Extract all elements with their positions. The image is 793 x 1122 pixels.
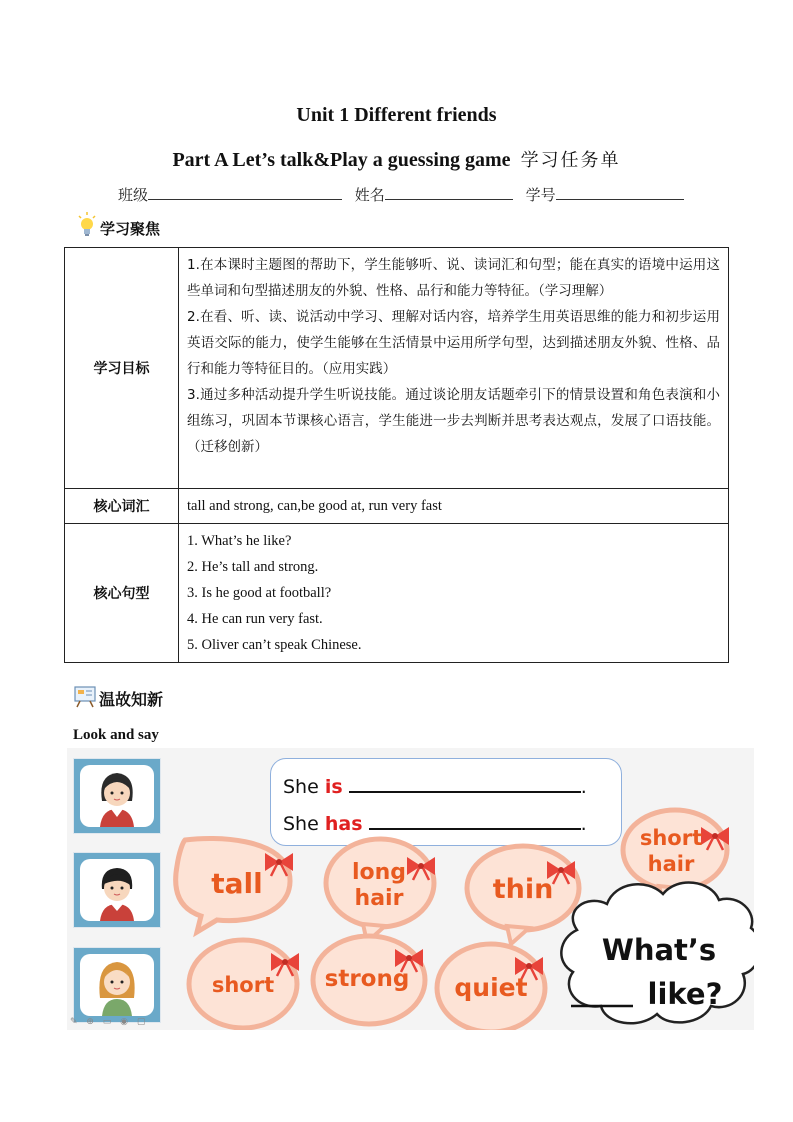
goal-item: 1.在本课时主题图的帮助下，学生能够听、说、读词汇和句型；能在真实的语境中运用这些单词和句型描述朋友的外貌、性格、品行和能力等特征。（学习理解） bbox=[187, 257, 720, 299]
word-label: strong bbox=[324, 966, 410, 992]
sentence-item: 3. Is he good at football? bbox=[187, 585, 332, 601]
easel-icon bbox=[74, 686, 96, 712]
section-review-title: 温故知新 bbox=[99, 690, 164, 709]
table-row bbox=[65, 489, 729, 524]
row-label: 核心句型 bbox=[65, 524, 179, 663]
task-instruction: Look and say bbox=[73, 727, 159, 743]
goal-item: 2.在看、听、读、说活动中学习、理解对话内容，培养学生用英语思维的能力和初步运用英语交际的能力，使学生能够在生活情景中运用所学句型，达到描述朋友外貌、性格、品行和能力等特征目的。（应用实践） bbox=[187, 309, 720, 377]
id-blank[interactable] bbox=[556, 185, 684, 200]
sentence-item: 5. Oliver can’t speak Chinese. bbox=[187, 637, 362, 653]
lightbulb-icon bbox=[78, 212, 96, 242]
word-bubbles bbox=[67, 748, 754, 1030]
page-title: Unit 1 Different friends bbox=[296, 104, 497, 126]
word-label: long bbox=[351, 860, 407, 885]
class-blank[interactable] bbox=[148, 185, 342, 200]
word-bubble-short[interactable] bbox=[189, 940, 299, 1028]
name-blank[interactable] bbox=[385, 185, 513, 200]
word-label: quiet bbox=[454, 973, 528, 1002]
question-think-cloud bbox=[561, 883, 754, 1024]
section-focus-heading bbox=[78, 212, 160, 242]
vocab-cell bbox=[179, 489, 729, 524]
word-bubble-quiet[interactable] bbox=[437, 944, 545, 1030]
table-row bbox=[65, 248, 729, 489]
learning-focus-table bbox=[64, 247, 729, 663]
word-bubble-long-hair[interactable] bbox=[326, 839, 435, 942]
word-label: short bbox=[211, 973, 275, 997]
goal-item: 3.通过多种活动提升学生听说技能。通过谈论朋友话题牵引下的情景设置和角色表演和小组练习，巩固本节课核心语言，学生能进一步去判断并思考表达观点，发展了口语技能。（迁移创新） bbox=[187, 387, 720, 455]
sentence-frame-2: She has . bbox=[283, 810, 587, 835]
sentence-frame-1: She is . bbox=[283, 773, 587, 798]
sentence-item: 4. He can run very fast. bbox=[187, 611, 323, 627]
word-label: hair bbox=[647, 852, 695, 876]
sentence-keyword: has bbox=[324, 813, 363, 835]
sentence-item: 2. He’s tall and strong. bbox=[187, 559, 319, 575]
question-line-2: like? bbox=[647, 977, 723, 1011]
word-label: tall bbox=[211, 867, 263, 900]
word-bubble-thin[interactable] bbox=[467, 846, 579, 944]
word-bubble-tall[interactable] bbox=[176, 839, 293, 932]
id-label: 学号 bbox=[525, 186, 556, 204]
section-review-heading bbox=[74, 686, 163, 712]
row-label: 学习目标 bbox=[65, 248, 179, 489]
sentence-cell bbox=[179, 524, 729, 663]
table-row bbox=[65, 524, 729, 663]
goals-cell bbox=[179, 248, 729, 489]
word-label: hair bbox=[354, 886, 404, 911]
row-label: 核心词汇 bbox=[65, 489, 179, 524]
vocab-item: tall and strong, can,be good at, run very fast bbox=[187, 498, 442, 514]
word-label: short bbox=[639, 826, 703, 850]
question-line-1: What’s bbox=[601, 933, 717, 967]
page-subtitle bbox=[0, 146, 793, 172]
word-bubble-strong[interactable] bbox=[313, 936, 425, 1024]
sentence-item: 1. What’s he like? bbox=[187, 533, 292, 549]
lesson-slide bbox=[67, 748, 754, 1030]
slide-toolbar-icons[interactable]: ✎ ⊕ ▭ ◉ ▢ bbox=[70, 1017, 149, 1027]
sentence-keyword: is bbox=[324, 776, 343, 798]
section-focus-title: 学习聚焦 bbox=[100, 220, 161, 238]
name-label: 姓名 bbox=[354, 186, 385, 204]
subtitle-english: Part A Let’s talk&Play a guessing game bbox=[172, 149, 511, 171]
sentence-subject: She bbox=[283, 776, 319, 798]
word-label: thin bbox=[492, 874, 554, 905]
class-label: 班级 bbox=[118, 186, 149, 204]
sentence-subject: She bbox=[283, 813, 319, 835]
student-info-line bbox=[118, 184, 684, 205]
subtitle-chinese: 学习任务单 bbox=[520, 150, 621, 171]
